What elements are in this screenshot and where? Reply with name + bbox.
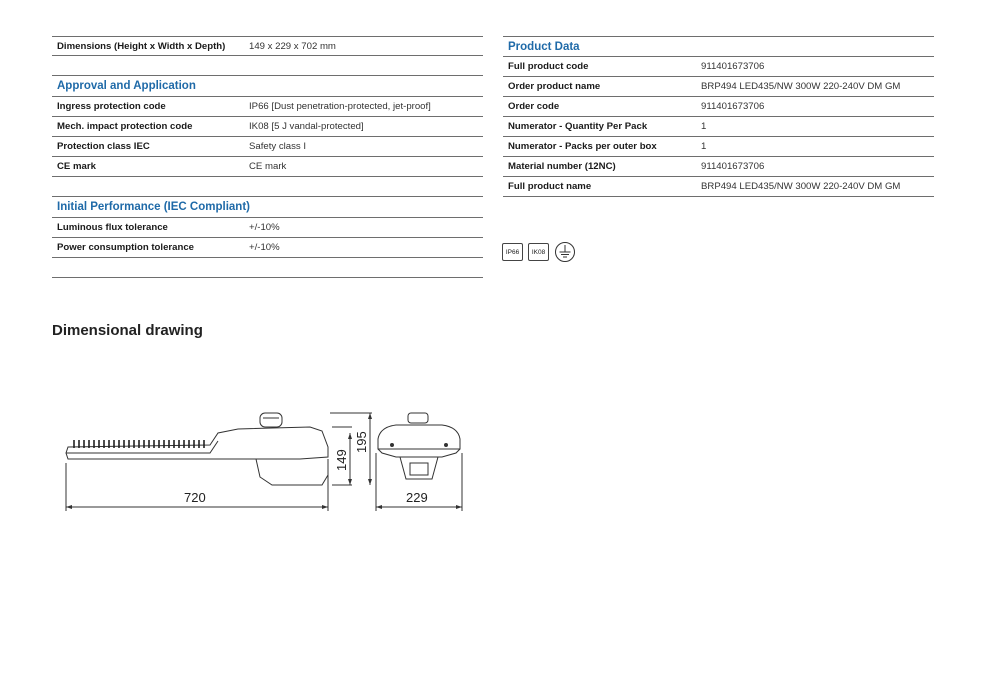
dimension-720: 720: [184, 490, 206, 505]
spec-label: Numerator - Quantity Per Pack: [508, 121, 648, 132]
spec-label: Numerator - Packs per outer box: [508, 141, 657, 152]
section-title-product-data: Product Data: [503, 36, 934, 57]
certification-badges: [502, 241, 576, 263]
spec-value: Safety class I: [249, 141, 307, 152]
spec-row: [503, 177, 934, 197]
spec-value: +/-10%: [249, 242, 280, 253]
spec-label: Ingress protection code: [57, 101, 166, 112]
spec-value: 911401673706: [701, 61, 765, 72]
spec-value: 149 x 229 x 702 mm: [249, 40, 336, 52]
spacer-row: [52, 177, 483, 197]
spec-label: Mech. impact protection code: [57, 121, 193, 132]
dimensional-drawing: [60, 405, 470, 520]
spec-value: CE mark: [249, 161, 287, 172]
ip66-badge: IP66: [502, 243, 523, 261]
spec-label: Dimensions (Height x Width x Depth): [57, 40, 226, 52]
spec-row: [52, 157, 483, 177]
spec-value: 1: [701, 141, 707, 152]
spec-row: [503, 117, 934, 137]
spec-row: [503, 77, 934, 97]
spec-row: [52, 117, 483, 137]
dimension-149: 149: [334, 449, 349, 471]
spec-label: Power consumption tolerance: [57, 242, 195, 253]
spec-value: 1: [701, 121, 707, 132]
spec-value: IK08 [5 J vandal-protected]: [249, 121, 364, 132]
left-spec-column: [52, 36, 483, 278]
spec-value: 911401673706: [701, 101, 765, 112]
spec-label: Full product code: [508, 61, 589, 72]
spec-value: +/-10%: [249, 222, 280, 233]
spec-row: [52, 238, 483, 258]
dimension-195: 195: [354, 431, 369, 453]
spec-row: [503, 157, 934, 177]
spec-label: Full product name: [508, 181, 592, 192]
spacer-row: [52, 258, 483, 278]
spec-value: BRP494 LED435/NW 300W 220-240V DM GM: [701, 181, 901, 192]
spec-row: [503, 97, 934, 117]
spec-row: [503, 137, 934, 157]
spacer-row: [52, 56, 483, 76]
spec-value: 911401673706: [701, 161, 765, 172]
dimension-229: 229: [406, 490, 428, 505]
spec-label: CE mark: [57, 161, 96, 172]
spec-row: [503, 57, 934, 77]
spec-label: Protection class IEC: [57, 141, 150, 152]
ik08-badge: IK08: [528, 243, 549, 261]
spec-row-dimensions: [52, 36, 483, 56]
dimensional-drawing-title: Dimensional drawing: [52, 322, 203, 339]
section-title-performance: Initial Performance (IEC Compliant): [52, 197, 483, 218]
spec-row: [52, 218, 483, 238]
spec-label: Material number (12NC): [508, 161, 616, 172]
spec-value: IP66 [Dust penetration-protected, jet-proof]: [249, 101, 431, 112]
spec-row: [52, 97, 483, 117]
product-data-column: [503, 36, 934, 197]
spec-row: [52, 137, 483, 157]
ground-symbol-icon: [554, 241, 576, 263]
spec-value: BRP494 LED435/NW 300W 220-240V DM GM: [701, 81, 901, 92]
spec-label: Luminous flux tolerance: [57, 222, 168, 233]
section-title-approval: Approval and Application: [52, 76, 483, 97]
spec-label: Order product name: [508, 81, 601, 92]
spec-label: Order code: [508, 101, 560, 112]
